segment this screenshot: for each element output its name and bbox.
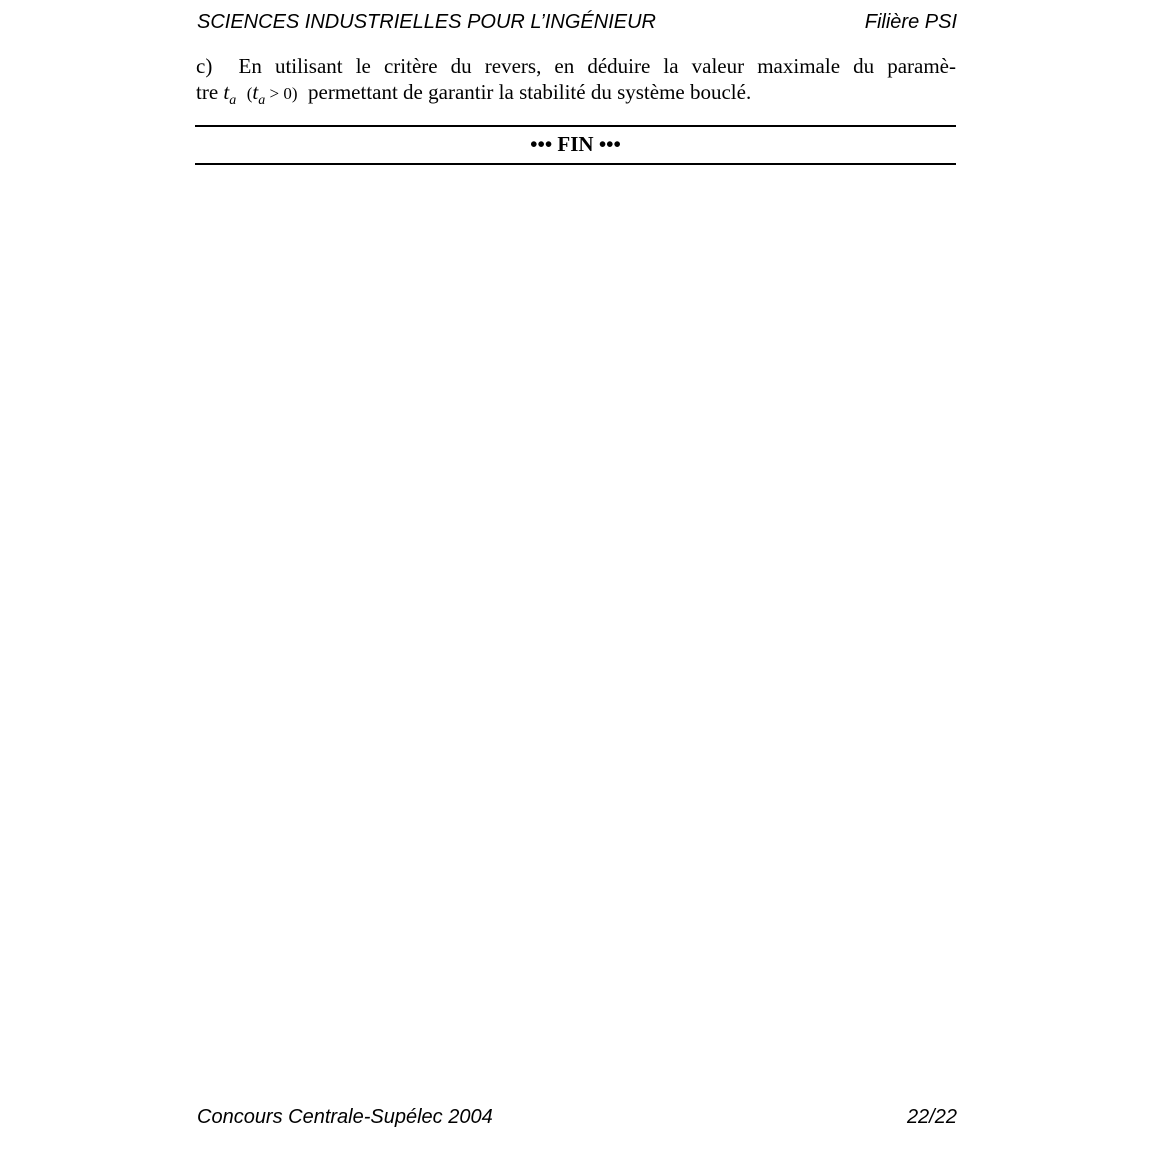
question-c [196, 53, 956, 114]
question-label: c) [196, 54, 213, 78]
question-line-1 [196, 53, 956, 79]
math-condition: $(t_a > 0)$ [246, 80, 298, 108]
footer-page-number: 22/22 [906, 1106, 957, 1128]
question-line-2 [196, 79, 956, 114]
page-header [197, 11, 957, 37]
fin-top-rule [195, 125, 956, 127]
header-track: Filière PSI [864, 11, 957, 33]
question-text-1: En utilisant le critère du revers, en déduire la valeur maximale du paramè- [238, 54, 956, 78]
math-variable: $t_a$ [223, 80, 237, 108]
end-marker: ••• FIN ••• [530, 132, 621, 156]
fin-bottom-rule [195, 163, 956, 165]
question-text-2-start: tre [196, 80, 219, 104]
header-subject: SCIENCES INDUSTRIELLES POUR L’INGÉNIEUR [197, 11, 656, 33]
footer-contest: Concours Centrale-Supélec 2004 [197, 1106, 493, 1128]
page-footer [197, 1106, 957, 1132]
question-text-2-end: permettant de garantir la stabilité du système bouclé. [308, 80, 752, 104]
